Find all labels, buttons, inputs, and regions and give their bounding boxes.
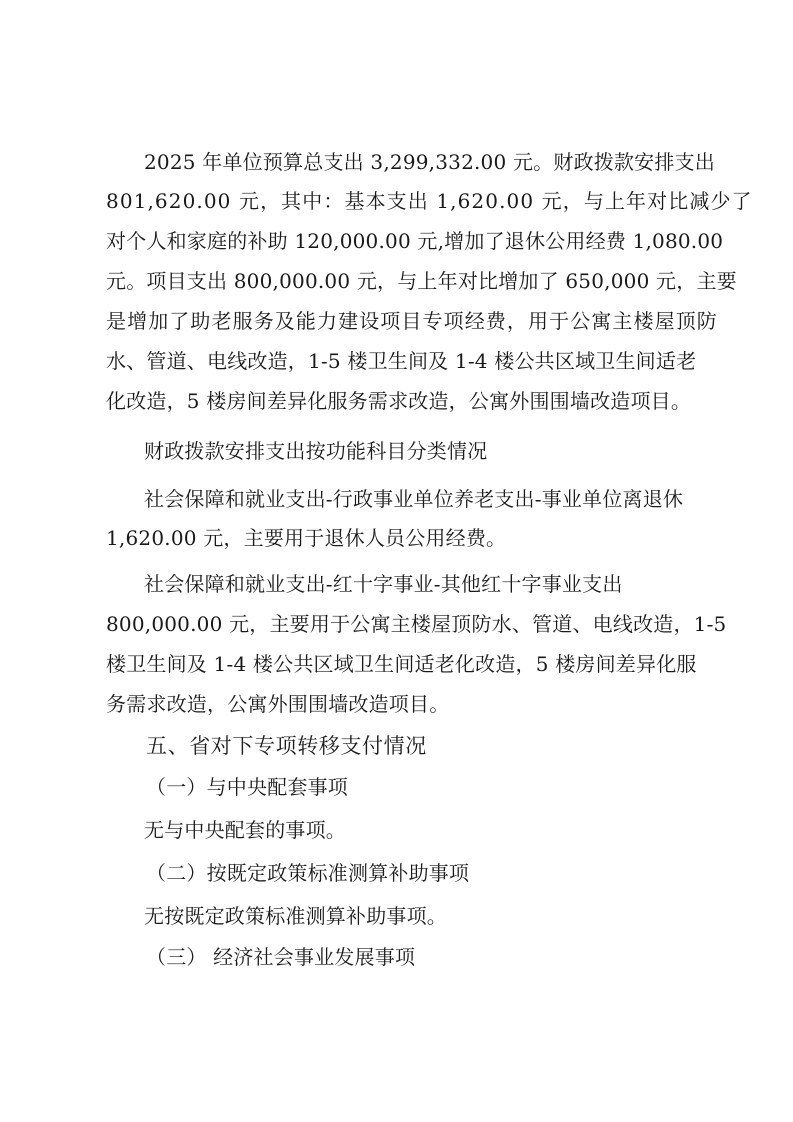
paragraph-1-line-3: 对个人和家庭的补助 120,000.00 元,增加了退休公用经费 1,080.00 <box>106 229 724 253</box>
item-3-title: （三） 经济社会事业发展事项 <box>146 945 416 969</box>
paragraph-1-line-7: 化改造，5 楼房间差异化服务需求改造，公寓外围围墙改造项目。 <box>106 389 692 413</box>
paragraph-1-line-2: 801,620.00 元，其中：基本支出 1,620.00 元，与上年对比减少了 <box>106 189 753 213</box>
paragraph-3-line-2: 800,000.00 元，主要用于公寓主楼屋顶防水、管道、电线改造，1-5 <box>106 612 727 636</box>
paragraph-3-line-1: 社会保障和就业支出-红十字事业-其他红十字事业支出 <box>144 572 623 596</box>
section-function-title: 财政拨款安排支出按功能科目分类情况 <box>144 439 488 463</box>
paragraph-3-line-4: 务需求改造，公寓外围围墙改造项目。 <box>106 692 450 716</box>
heading-section-5: 五、省对下专项转移支付情况 <box>146 734 427 758</box>
paragraph-1-line-5: 是增加了助老服务及能力建设项目专项经费，用于公寓主楼屋顶防 <box>106 309 718 333</box>
paragraph-2-line-2: 1,620.00 元，主要用于退休人员公用经费。 <box>106 526 507 550</box>
item-1-body: 无与中央配套的事项。 <box>144 818 346 842</box>
paragraph-2-line-1: 社会保障和就业支出-行政事业单位养老支出-事业单位离退休 <box>144 487 684 511</box>
item-2-title: （二）按既定政策标准测算补助事项 <box>146 861 470 885</box>
item-1-title: （一）与中央配套事项 <box>146 775 348 799</box>
paragraph-1-line-6: 水、管道、电线改造，1-5 楼卫生间及 1-4 楼公共区域卫生间适老 <box>106 349 697 373</box>
item-2-body: 无按既定政策标准测算补助事项。 <box>144 904 447 928</box>
paragraph-3-line-3: 楼卫生间及 1-4 楼公共区域卫生间适老化改造，5 楼房间差异化服 <box>106 652 697 676</box>
paragraph-1-line-1: 2025 年单位预算总支出 3,299,332.00 元。财政拨款安排支出 <box>144 150 715 174</box>
paragraph-1-line-4: 元。项目支出 800,000.00 元，与上年对比增加了 650,000 元，主要 <box>106 269 737 293</box>
